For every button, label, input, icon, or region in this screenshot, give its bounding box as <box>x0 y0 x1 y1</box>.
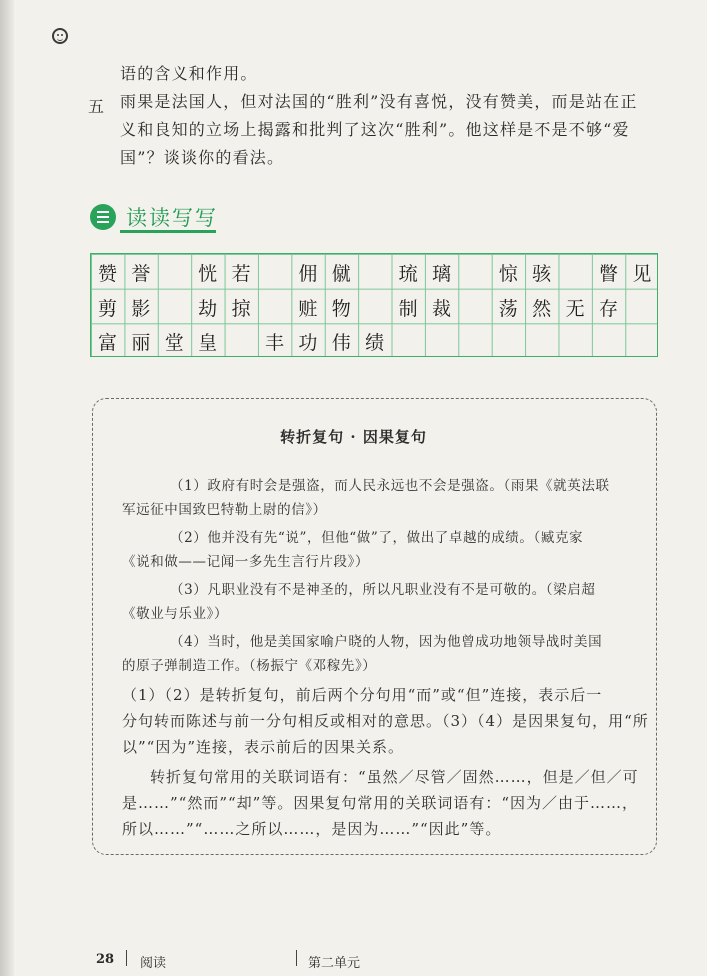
page-number: 28 <box>96 952 115 967</box>
vocab-character: 裁 <box>431 297 451 320</box>
vocab-character: 制 <box>398 297 418 320</box>
vocab-character: 然 <box>532 297 552 320</box>
vocab-character: 璃 <box>431 263 451 285</box>
footer-book-name: 阅读 <box>140 956 167 971</box>
vocab-character: 堂 <box>164 332 184 355</box>
vocab-character: 存 <box>598 297 618 320</box>
vocab-character: 丽 <box>131 332 151 355</box>
explain-line-1: （1）（2）是转折复句，前后两个分句用“而”或“但”连接，表示后一 <box>122 686 603 704</box>
section-underline <box>120 230 216 233</box>
page-binding-shadow <box>0 0 14 976</box>
summary-line-2: 是……”“然而”“却”等。因果复句常用的关联词语有：“因为／由于……， <box>122 794 639 812</box>
example-1-line-1: （1）政府有时会是强盗，而人民永远也不会是强盗。（雨果《就英法联 <box>170 478 610 494</box>
example-3-line-1: （3）凡职业没有不是神圣的，所以凡职业没有不是可敬的。（梁启超 <box>170 582 596 598</box>
vocab-character: 劫 <box>198 297 218 320</box>
footer-unit-name: 第二单元 <box>308 956 361 971</box>
vocab-character: 赃 <box>298 297 318 320</box>
vocab-character: 功 <box>298 332 318 355</box>
section-title: 读读写写 <box>126 206 218 230</box>
explain-line-3: 以”“因为”连接，表示前后的因果关系。 <box>122 738 405 756</box>
footer-divider-right <box>296 950 297 966</box>
example-3-line-2: 《敬业与乐业》） <box>122 606 229 622</box>
vocab-character: 富 <box>97 332 117 355</box>
vocab-character: 誉 <box>131 263 151 285</box>
question-number: 五 <box>88 97 105 116</box>
example-2-line-2: 《说和做——记闻一多先生言行片段》） <box>122 554 370 570</box>
vocab-character: 皇 <box>198 332 218 355</box>
vocab-character: 惊 <box>498 263 518 285</box>
example-1-line-2: 军远征中国致巴特勒上尉的信》） <box>122 502 327 518</box>
continued-line: 语的含义和作用。 <box>120 64 258 83</box>
vocab-character: 佣 <box>298 263 318 285</box>
vocab-character: 无 <box>565 297 585 320</box>
question-5-line-2: 义和良知的立场上揭露和批判了这次“胜利”。他这样是不是不够“爱 <box>120 120 630 139</box>
question-5-line-1: 雨果是法国人，但对法国的“胜利”没有喜悦，没有赞美，而是站在正 <box>120 92 638 111</box>
vocab-character: 赞 <box>97 263 117 285</box>
vocab-character: 剪 <box>97 297 117 320</box>
vocab-character: 伟 <box>331 332 351 355</box>
vocab-character: 绩 <box>365 332 385 355</box>
vocab-character: 丰 <box>264 332 284 355</box>
vocab-character: 恍 <box>198 263 218 285</box>
footer-divider-left <box>126 950 127 966</box>
smiley-face-icon <box>52 28 68 44</box>
explain-line-2: 分句转而陈述与前一分句相反或相对的意思。（3）（4）是因果复句，用“所 <box>122 712 649 730</box>
vocab-character: 骇 <box>532 263 552 285</box>
vocabulary-grid <box>90 253 658 357</box>
vocab-character: 若 <box>231 263 251 285</box>
vocab-character: 见 <box>632 263 652 285</box>
vocab-character: 物 <box>331 297 351 320</box>
question-5-line-3: 国”？谈谈你的看法。 <box>120 148 285 167</box>
summary-line-3: 所以……”“……之所以……，是因为……”“因此”等。 <box>122 820 502 838</box>
vocab-character: 僦 <box>331 263 351 285</box>
example-4-line-2: 的原子弹制造工作。（杨振宁《邓稼先》） <box>122 658 377 674</box>
vocab-character: 掠 <box>231 297 251 320</box>
example-4-line-1: （4）当时，他是美国家喻户晓的人物，因为他曾成功地领导战时美国 <box>170 634 603 650</box>
example-2-line-1: （2）他并没有先“说”，但他“做”了，做出了卓越的成绩。（臧克家 <box>170 530 584 546</box>
summary-line-1: 转折复句常用的关联词语有：“虽然／尽管／固然……，但是／但／可 <box>150 768 639 786</box>
vocab-character: 影 <box>131 297 151 320</box>
note-title: 转折复句 · 因果复句 <box>280 428 427 446</box>
section-list-icon <box>90 204 116 230</box>
vocab-character: 琉 <box>398 263 418 285</box>
vocab-character: 荡 <box>498 297 518 320</box>
vocab-character: 瞥 <box>598 263 618 285</box>
